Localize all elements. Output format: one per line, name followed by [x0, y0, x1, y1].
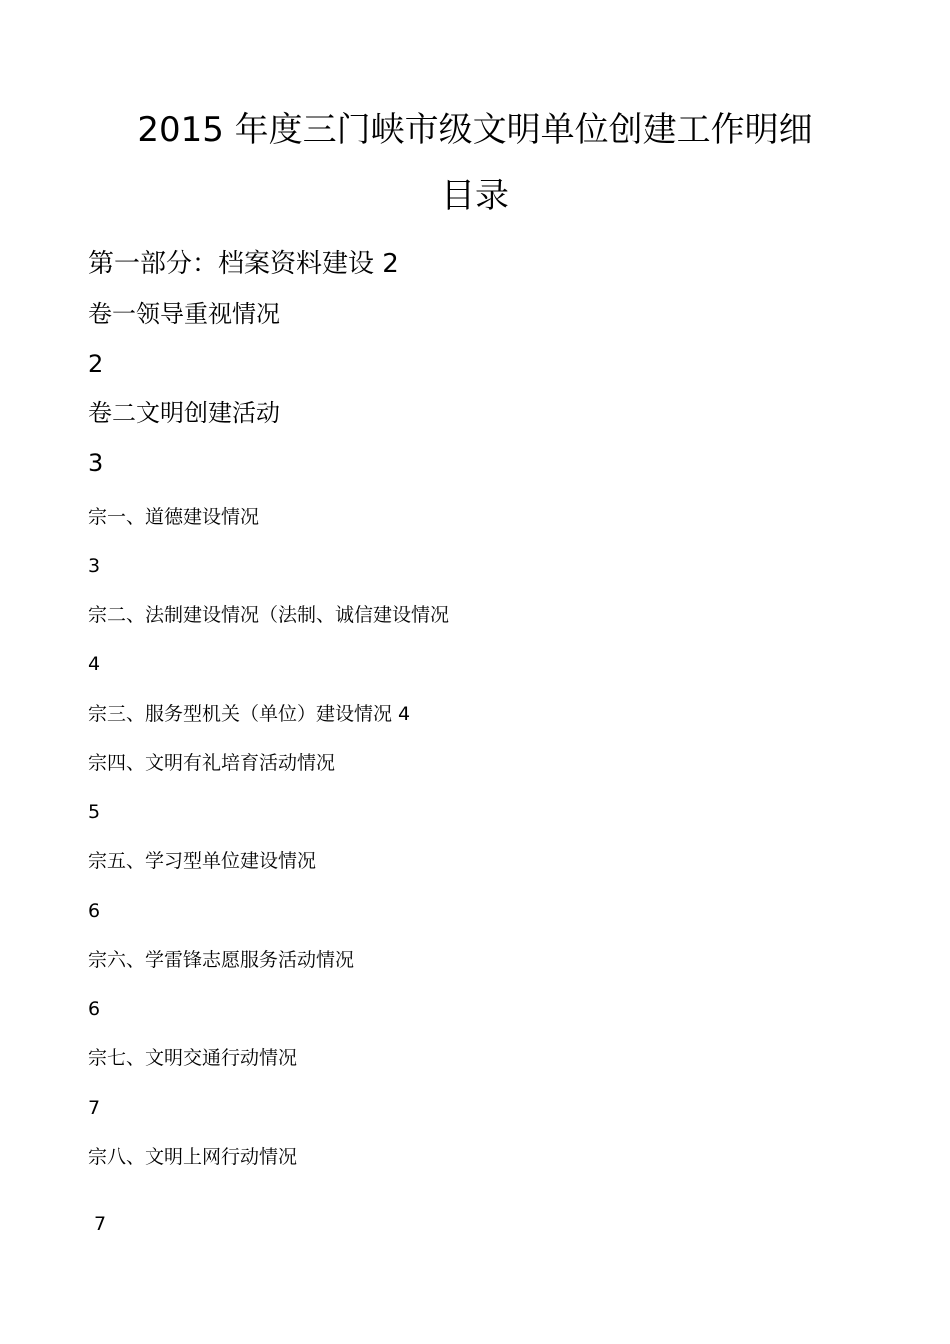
toc-section-5: 宗五、学习型单位建设情况 [88, 850, 317, 872]
toc-section-7-page: 7 [88, 1097, 101, 1119]
toc-section-8: 宗八、文明上网行动情况 [88, 1146, 298, 1168]
toc-section-4: 宗四、文明有礼培育活动情况 [88, 752, 336, 774]
toc-volume-2: 卷二文明创建活动 [88, 399, 280, 427]
toc-section-1: 宗一、道德建设情况 [88, 506, 260, 528]
toc-section-6-page: 6 [88, 998, 101, 1020]
toc-section-8-page: 7 [94, 1213, 107, 1235]
toc-volume-1-page: 2 [88, 350, 104, 378]
toc-section-7: 宗七、文明交通行动情况 [88, 1047, 298, 1069]
toc-section-1-page: 3 [88, 555, 101, 577]
toc-section-2-page: 4 [88, 653, 101, 675]
toc-volume-1: 卷一领导重视情况 [88, 300, 280, 328]
toc-section-4-page: 5 [88, 801, 101, 823]
toc-section-6: 宗六、学雷锋志愿服务活动情况 [88, 949, 355, 971]
document-title: 2015 年度三门峡市级文明单位创建工作明细 [137, 110, 813, 150]
toc-part-1: 第一部分：档案资料建设 2 [88, 249, 399, 279]
toc-heading: 目录 [441, 176, 509, 216]
toc-section-2: 宗二、法制建设情况（法制、诚信建设情况 [88, 604, 450, 626]
toc-section-5-page: 6 [88, 900, 101, 922]
toc-volume-2-page: 3 [88, 449, 104, 477]
toc-section-3: 宗三、服务型机关（单位）建设情况 4 [88, 703, 411, 725]
